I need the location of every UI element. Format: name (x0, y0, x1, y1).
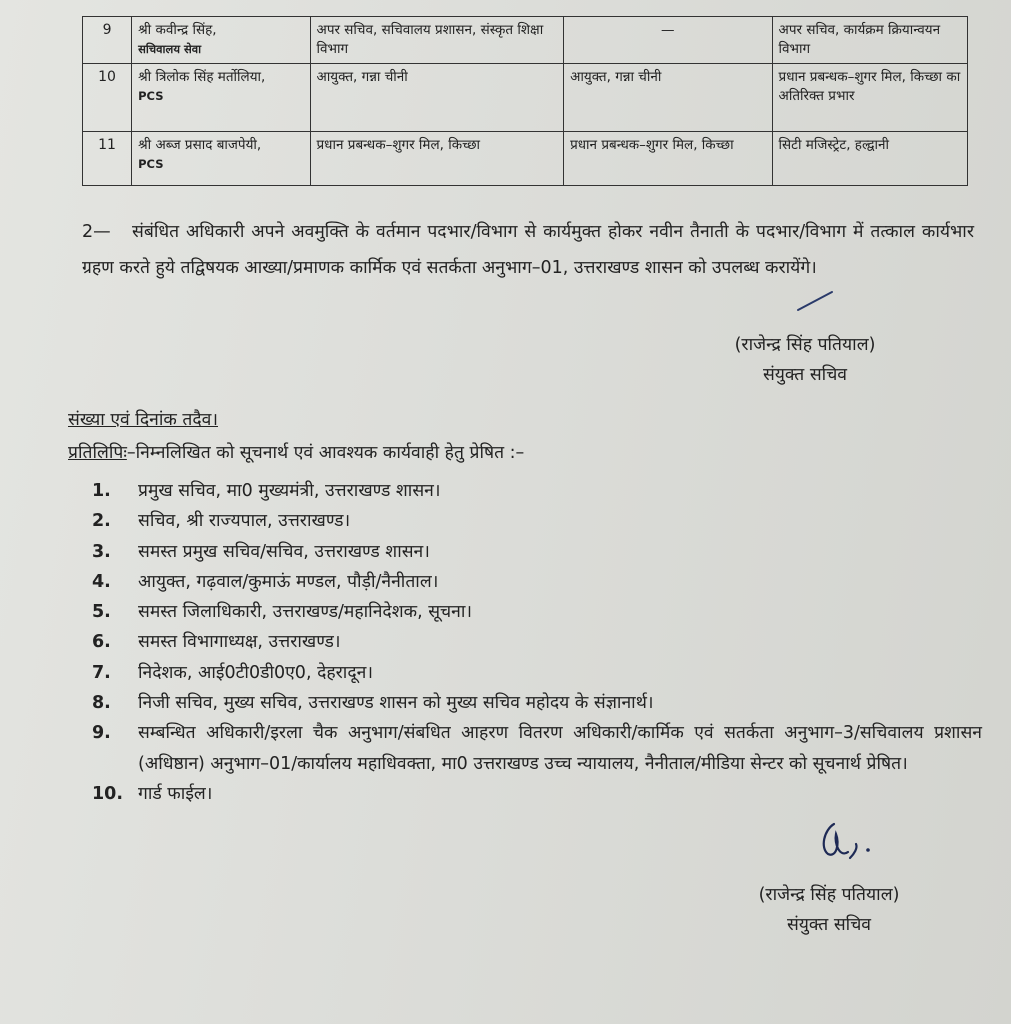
list-number: 5. (92, 602, 111, 623)
officer-service: PCS (138, 89, 164, 103)
additional-charge: आयुक्त, गन्ना चीनी (564, 64, 772, 132)
transfer-table (82, 16, 968, 186)
signatory-name: (राजेन्द्र सिंह पतियाल) (758, 885, 900, 905)
serial-number: 10 (83, 64, 132, 132)
list-number: 10. (92, 783, 124, 804)
list-number: 8. (92, 693, 111, 714)
list-text: आयुक्त, गढ़वाल/कुमाऊं मण्डल, पौड़ी/नैनीताल। (138, 571, 439, 592)
list-number: 7. (92, 662, 111, 683)
list-item (92, 506, 982, 536)
reference-line: संख्या एवं दिनांक तदैव। (68, 410, 218, 430)
list-number: 9. (92, 723, 111, 744)
instruction-paragraph (82, 214, 974, 286)
serial-number: 11 (83, 132, 132, 186)
list-number: 4. (92, 571, 111, 592)
signatory-designation: संयुक्त सचिव (786, 915, 872, 935)
list-number: 2. (92, 511, 111, 532)
list-text: समस्त जिलाधिकारी, उत्तराखण्ड/महानिदेशक, सूचना। (138, 602, 473, 623)
officer-name (132, 132, 310, 186)
officer-service: सचिवालय सेवा (138, 42, 202, 56)
list-item (92, 567, 982, 597)
list-text: निजी सचिव, मुख्य सचिव, उत्तराखण्ड शासन को मुख्य सचिव महोदय के संज्ञानार्थ। (138, 693, 654, 714)
copy-to-text: –निम्नलिखित को सूचनार्थ एवं आवश्यक कार्यवाही हेतु प्रेषित :– (126, 443, 525, 463)
new-posting: अपर सचिव, कार्यक्रम क्रियान्वयन विभाग (772, 17, 967, 64)
handwritten-signature (810, 818, 880, 868)
list-item (92, 658, 982, 688)
list-text: समस्त विभागाध्यक्ष, उत्तराखण्ड। (138, 632, 341, 653)
officer-name (132, 64, 310, 132)
list-item (92, 688, 982, 718)
signatory-designation: संयुक्त सचिव (762, 365, 848, 385)
signature-block (714, 880, 944, 940)
list-item (92, 537, 982, 567)
signature-stroke (796, 288, 836, 314)
list-item (92, 718, 982, 779)
recipient-list (92, 476, 982, 809)
empty-dash: — (661, 22, 675, 38)
list-item (92, 627, 982, 657)
additional-charge (564, 17, 772, 64)
list-text: निदेशक, आई0टी0डी0ए0, देहरादून। (138, 662, 373, 683)
list-text: सचिव, श्री राज्यपाल, उत्तराखण्ड। (138, 511, 351, 532)
officer-name-text: श्री कवीन्द्र सिंह, (138, 22, 217, 38)
list-number: 6. (92, 632, 111, 653)
officer-name (132, 17, 310, 64)
list-number: 3. (92, 541, 111, 562)
current-post: अपर सचिव, सचिवालय प्रशासन, संस्कृत शिक्षा विभाग (310, 17, 564, 64)
list-text: गार्ड फाईल। (138, 783, 213, 804)
officer-name-text: श्री अब्ज प्रसाद बाजपेयी, (138, 137, 262, 153)
table-row (83, 17, 968, 64)
table-row (83, 64, 968, 132)
signatory-name: (राजेन्द्र सिंह पतियाल) (734, 335, 876, 355)
copy-to-label: प्रतिलिपिः (68, 443, 127, 463)
table-row (83, 132, 968, 186)
current-post: प्रधान प्रबन्धक–शुगर मिल, किच्छा (310, 132, 564, 186)
officer-name-text: श्री त्रिलोक सिंह मर्तोलिया, (138, 69, 266, 85)
new-posting: सिटी मजिस्ट्रेट, हल्द्वानी (772, 132, 967, 186)
list-item (92, 597, 982, 627)
additional-charge: प्रधान प्रबन्धक–शुगर मिल, किच्छा (564, 132, 772, 186)
new-posting: प्रधान प्रबन्धक–शुगर मिल, किच्छा का अतिरिक्त प्रभार (772, 64, 967, 132)
serial-number: 9 (83, 17, 132, 64)
list-text: प्रमुख सचिव, मा0 मुख्यमंत्री, उत्तराखण्ड शासन। (138, 481, 441, 501)
list-item (92, 779, 982, 809)
signature-block (690, 330, 920, 390)
officer-service: PCS (138, 157, 164, 171)
list-item (92, 476, 982, 506)
copy-to-line (68, 440, 524, 464)
paragraph-number: 2— (82, 222, 111, 242)
list-text: समस्त प्रमुख सचिव/सचिव, उत्तराखण्ड शासन। (138, 541, 430, 562)
list-number: 1. (92, 481, 111, 501)
list-text: सम्बन्धित अधिकारी/इरला चैक अनुभाग/संबधित आहरण वितरण अधिकारी/कार्मिक एवं सतर्कता अनुभाग–3/सचिवालय प्रशासन (अधिष्ठान) अनुभाग–01/कार्यालय महाधिवक्ता, मा0 उत्तराखण्ड उच्च न्यायालय, नैनीताल/मीडिया सेन्टर को सूचनार्थ प्रेषित। (138, 723, 982, 774)
current-post: आयुक्त, गन्ना चीनी (310, 64, 564, 132)
paragraph-text: संबंधित अधिकारी अपने अवमुक्ति के वर्तमान पदभार/विभाग से कार्यमुक्त होकर नवीन तैनाती के पदभार/विभाग में तत्काल कार्यभार ग्रहण करते हुये तद्विषयक आख्या/प्रमाणक कार्मिक एवं सतर्कता अनुभाग–01, उत्तराखण्ड शासन को उपलब्ध करायेंगे। (82, 222, 974, 278)
